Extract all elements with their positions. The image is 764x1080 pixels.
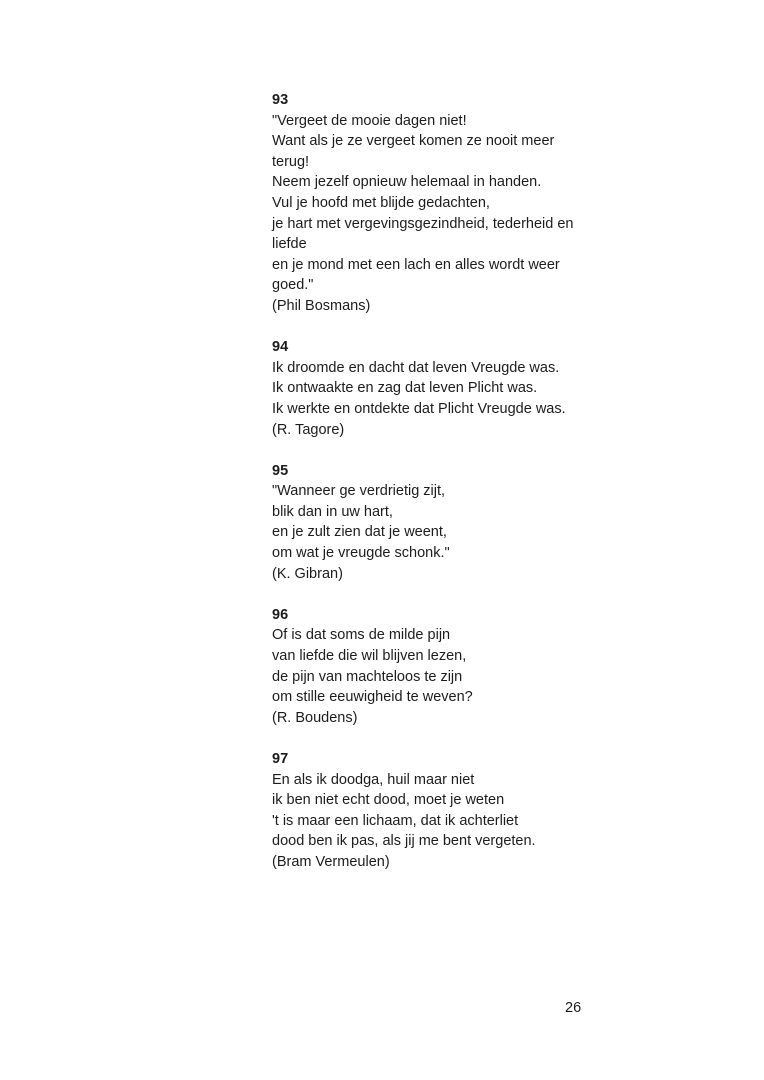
- quote-number: 93: [272, 92, 289, 108]
- quote-line: en je mond met een lach en alles wordt weer: [272, 256, 560, 273]
- document-body: [272, 90, 582, 893]
- quote-line: "Vergeet de mooie dagen niet!: [272, 112, 467, 129]
- quote-number: 97: [272, 751, 289, 767]
- quote-line: en je zult zien dat je weent,: [272, 524, 447, 541]
- quote-number: 95: [272, 462, 289, 479]
- quote-line: om stille eeuwigheid te weven?: [272, 689, 473, 706]
- quote-attribution: (Phil Bosmans): [272, 297, 371, 314]
- quote-line: je hart met vergevingsgezindheid, tederheid en: [272, 215, 574, 232]
- quote-block-93: [272, 90, 582, 317]
- quote-line: om wat je vreugde schonk.": [272, 545, 450, 562]
- quote-line: dood ben ik pas, als jij me bent vergeten.: [272, 833, 536, 850]
- quote-attribution: (R. Boudens): [272, 709, 358, 726]
- quote-line: Want als je ze vergeet komen ze nooit meer: [272, 133, 555, 150]
- quote-line: liefde: [272, 236, 307, 253]
- quote-block-97: [272, 749, 582, 873]
- quote-line: Ik werkte en ontdekte dat Plicht Vreugde was.: [272, 400, 566, 417]
- quote-line: Of is dat soms de milde pijn: [272, 627, 451, 644]
- quote-line: goed.": [272, 277, 314, 294]
- quote-line: Neem jezelf opnieuw helemaal in handen.: [272, 174, 542, 191]
- quote-attribution: (Bram Vermeulen): [272, 853, 390, 870]
- quote-attribution: (K. Gibran): [272, 565, 343, 582]
- quote-line: "Wanneer ge verdrietig zijt,: [272, 483, 446, 500]
- quote-number: 94: [272, 339, 289, 356]
- quote-line: En als ik doodga, huil maar niet: [272, 771, 475, 788]
- quote-line: blik dan in uw hart,: [272, 503, 393, 520]
- quote-line: ik ben niet echt dood, moet je weten: [272, 792, 505, 809]
- quote-attribution: (R. Tagore): [272, 421, 345, 438]
- quote-line: Ik droomde en dacht dat leven Vreugde was.: [272, 359, 560, 376]
- quote-line: 't is maar een lichaam, dat ik achterliet: [272, 812, 519, 829]
- quote-line: Ik ontwaakte en zag dat leven Plicht was.: [272, 380, 538, 397]
- quote-block-94: [272, 337, 582, 440]
- quote-line: terug!: [272, 153, 310, 170]
- quote-line: Vul je hoofd met blijde gedachten,: [272, 194, 490, 211]
- quote-block-95: [272, 461, 582, 585]
- quote-line: de pijn van machteloos te zijn: [272, 668, 463, 685]
- quote-block-96: [272, 605, 582, 729]
- quote-number: 96: [272, 606, 289, 623]
- page-number: 26: [565, 1000, 582, 1016]
- quote-line: van liefde die wil blijven lezen,: [272, 648, 467, 665]
